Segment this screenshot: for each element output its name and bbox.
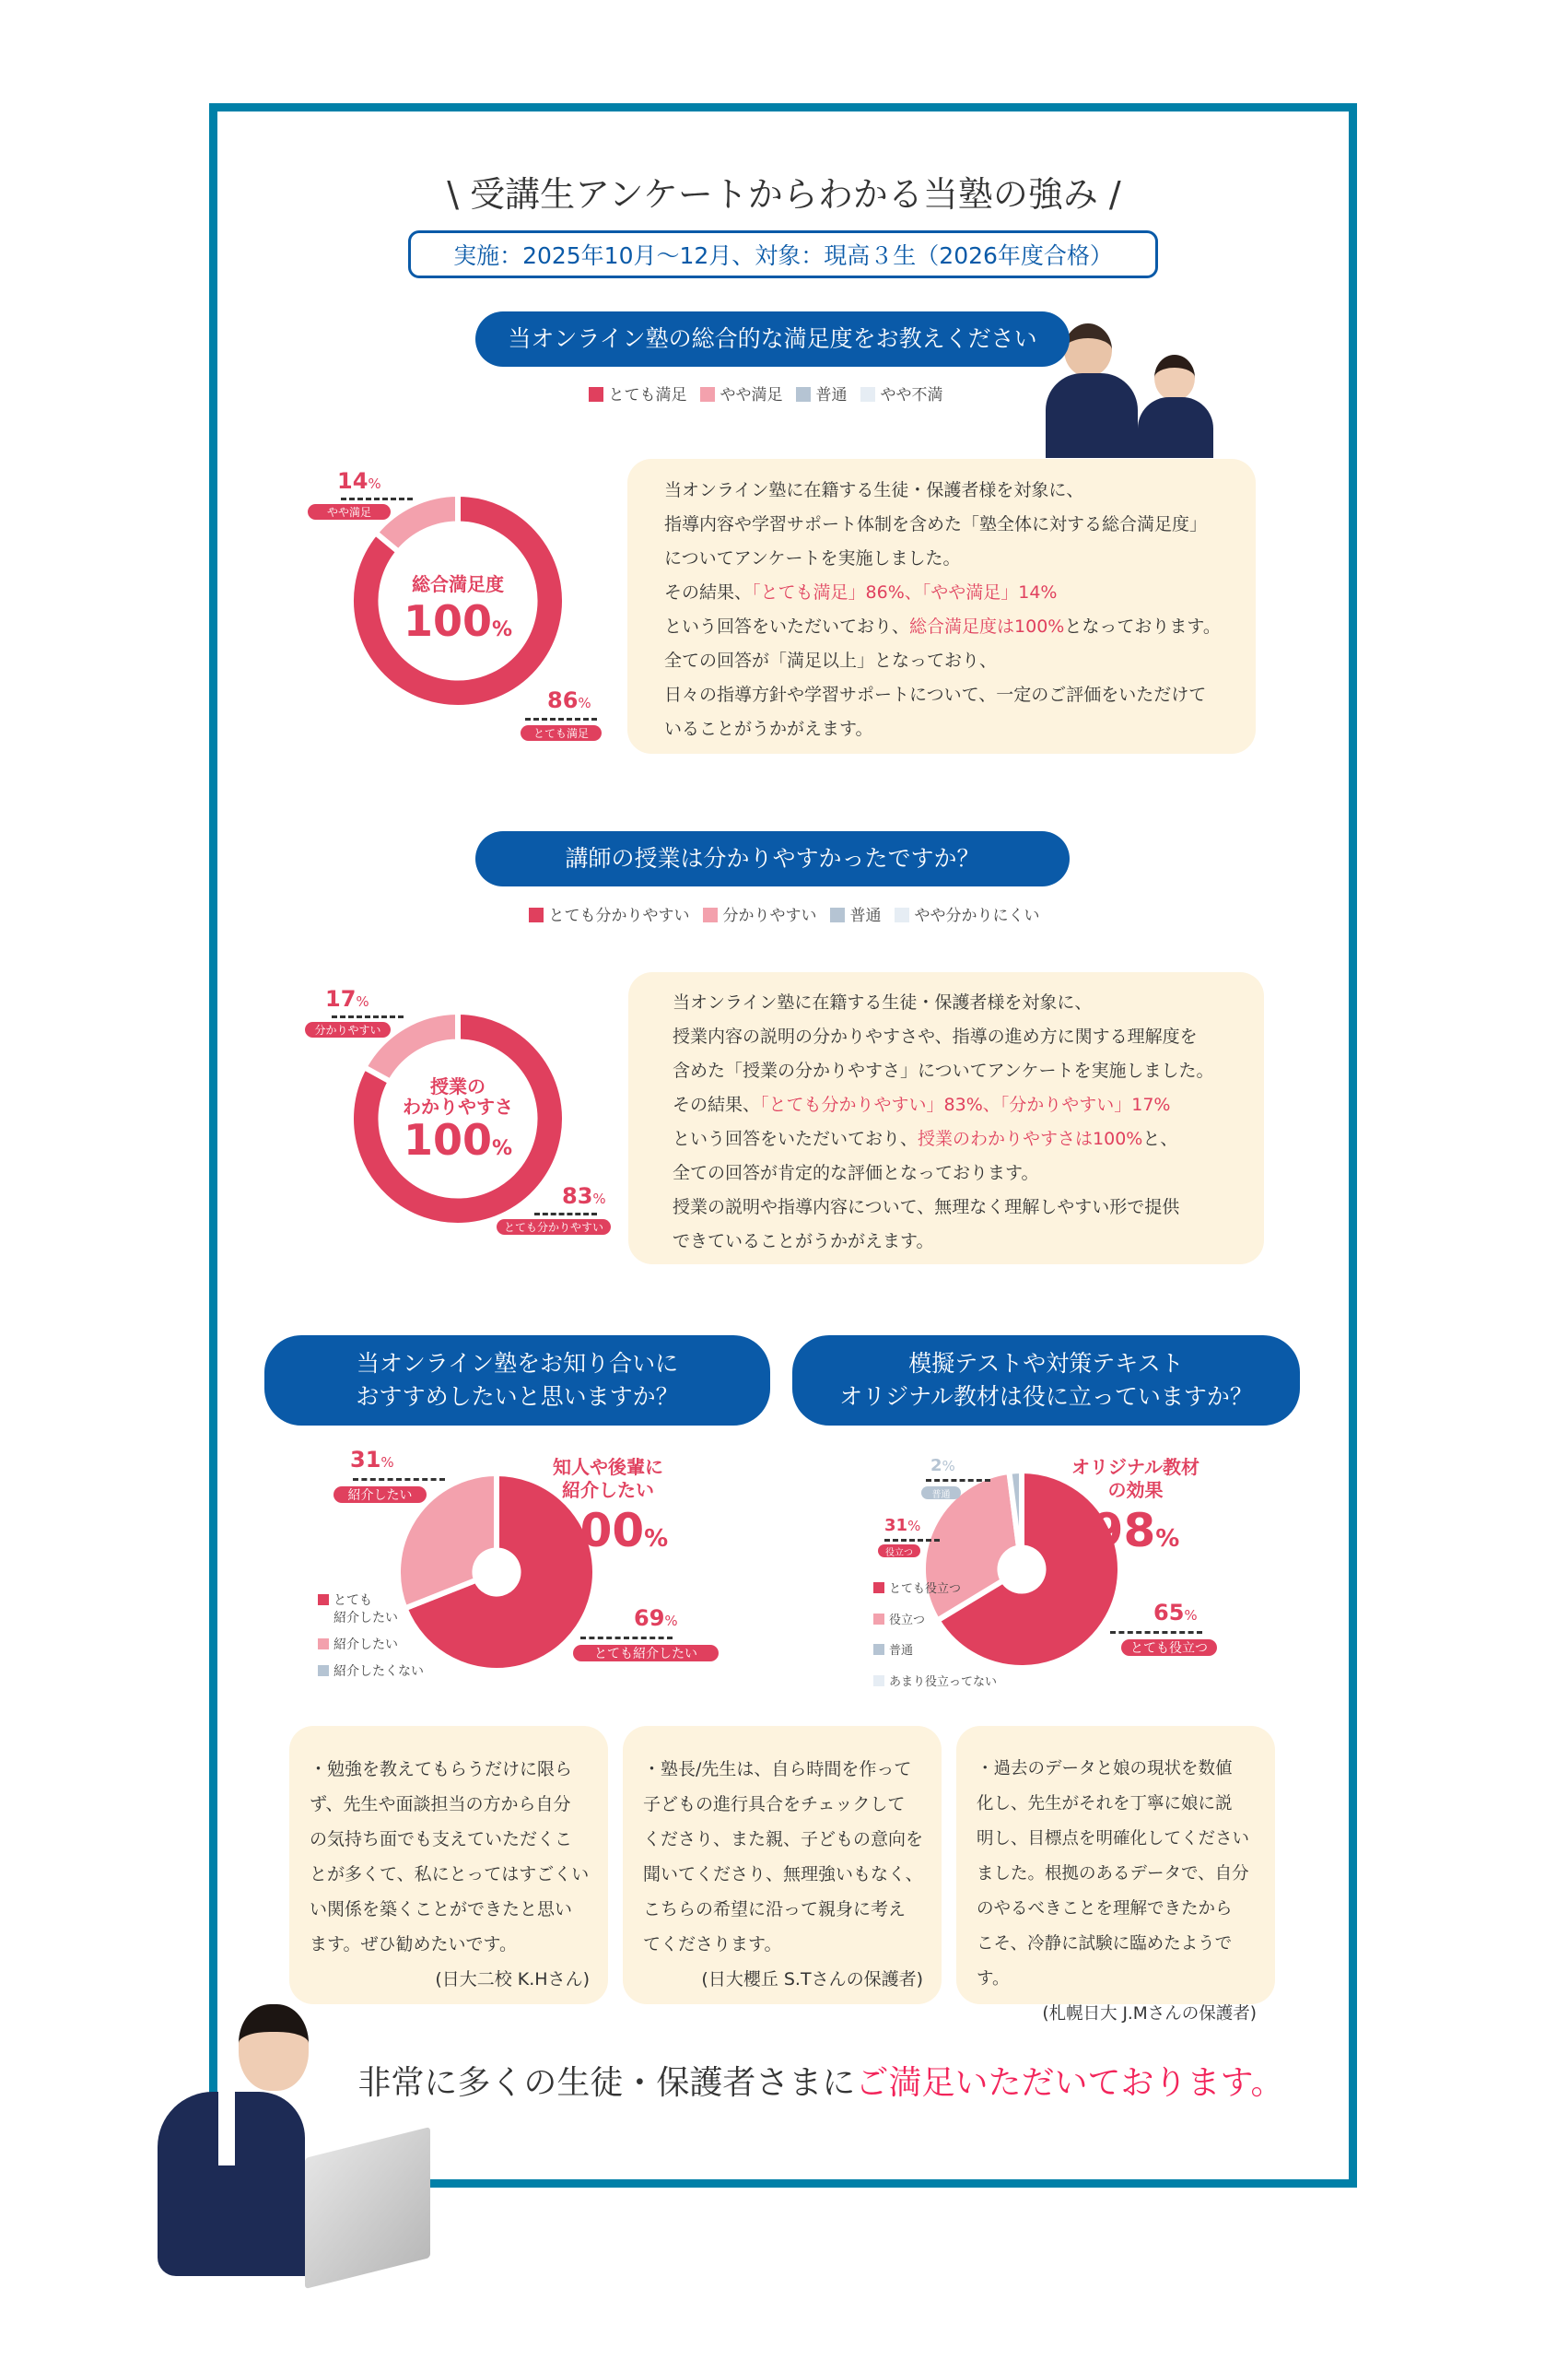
q1-description: 当オンライン塾に在籍する生徒・保護者様を対象に、 指導内容や学習サポート体制を含めた「塾全体に対する総合満足度」 についてアンケートを実施しました。 その結果、「とても満足」86%、「やや満足」14% という回答をいただいており、総合満足度は100%となっております。 全ての回答が「満足以上」となっており、 日々の指導方針や学習サポートについて、一定のご評価をいただけて いることがうかがえます。 [627,459,1256,754]
legend-item: とても分かりやすい [529,902,690,925]
callout-line [926,1479,990,1482]
student-laptop-photo [158,2004,466,2276]
q4-callout-tag: 普通 [921,1486,961,1499]
testimonial-author: (日大櫻丘 S.Tさんの保護者) [701,1969,923,1989]
q1-legend [0,381,1568,405]
q4-legend [873,1581,997,1699]
q2-center-label: 授業の わかりやすさ 100% [403,1075,513,1165]
legend-item: とても満足 [589,381,687,405]
q1-center-label: 総合満足度 100% [403,573,513,646]
q3-legend [318,1592,424,1690]
q2-legend [0,902,1568,925]
callout-line [580,1637,673,1639]
q4-callout-pct: 65% [1153,1600,1198,1625]
q1-callout-pct: 86% [547,687,591,713]
callout-line [353,1478,445,1481]
q3-callout-pct: 31% [350,1447,394,1473]
legend-item: 普通 [830,902,882,925]
q1-callout-tag: とても満足 [521,725,602,741]
q1-callout-tag: やや満足 [308,504,391,520]
q4-question: 模擬テストや対策テキスト オリジナル教材は役に立っていますか？ [792,1335,1300,1426]
slice-やや満足 [376,494,458,552]
legend-item: 分かりやすい [703,902,817,925]
q4-callout-tag: 役立つ [878,1544,920,1557]
legend-item: とても役立つ [873,1581,997,1598]
legend-item: 普通 [796,381,848,405]
page-title: \ 受講生アンケートからわかる当塾の強み / [447,174,1121,215]
testimonial-card: ・過去のデータと娘の現状を数値 化し、先生がそれを丁寧に娘に説 明し、目標点を明確化してください ました。根拠のあるデータで、自分 のやるべきことを理解できたから こそ、冷静に試験に臨めたようです。 (札幌日大 J.Mさんの保護者) [956,1726,1275,2004]
callout-line [525,718,597,721]
callout-line [534,1213,597,1215]
legend-item: 紹介したくない [318,1663,424,1681]
q1-question: 当オンライン塾の総合的な満足度をお教えください [475,311,1070,367]
q2-callout-pct: 83% [562,1183,606,1209]
legend-item: やや不満 [860,381,943,405]
q4-callout-pct: 31% [884,1516,921,1535]
legend-item: 普通 [873,1643,997,1660]
callout-line [1110,1631,1202,1634]
legend-item: あまり役立ってない [873,1674,997,1691]
callout-line [332,1015,404,1018]
q4-center-label: オリジナル教材 の効果 98% [1071,1456,1199,1557]
q3-callout-tag: 紹介したい [333,1486,427,1503]
q2-callout-tag: とても分かりやすい [497,1219,611,1235]
testimonial-card: ・勉強を教えてもらうだけに限ら ず、先生や面談担当の方から自分 の気持ち面でも支えていただくこ とが多くて、私にとってはすごくい い関係を築くことができたと思い ます。ぜひ勧めたいです。 (日大二校 K.Hさん) [289,1726,608,2004]
legend-item: 役立つ [873,1613,997,1629]
testimonial-author: (札幌日大 J.Mさんの保護者) [1042,2004,1257,2024]
legend-item: 紹介したい [318,1637,424,1654]
q1-callout-pct: 14% [337,468,381,494]
q2-callout-tag: 分かりやすい [305,1022,391,1038]
legend-item: やや満足 [700,381,783,405]
q2-description: 当オンライン塾に在籍する生徒・保護者様を対象に、 授業内容の説明の分かりやすさや、指導の進め方に関する理解度を 含めた「授業の分かりやすさ」についてアンケートを実施しました。 その結果、「とても分かりやすい」83%、「分かりやすい」17% という回答をいただいており、授業のわかりやすさは100%と、 全ての回答が肯定的な評価となっております。 授業の説明や指導内容について、無理なく理解しやすい形で提供 できていることがうかがえます。 [628,972,1264,1264]
q3-question: 当オンライン塾をお知り合いに おすすめしたいと思いますか？ [264,1335,770,1426]
closing-message: 非常に多くの生徒・保護者さまにご満足いただいております。 [357,2064,1284,2102]
q2-question: 講師の授業は分かりやすかったですか？ [475,831,1070,886]
callout-line [341,498,413,500]
q3-callout-tag: とても紹介したい [573,1645,719,1661]
q2-callout-pct: 17% [325,986,369,1012]
legend-item: とても 紹介したい [318,1592,424,1627]
q4-callout-tag: とても役立つ [1121,1639,1217,1656]
survey-period: 実施：2025年10月～12月、対象：現高３生（2026年度合格） [408,230,1158,278]
legend-item: やや分かりにくい [895,902,1040,925]
q4-callout-pct: 2% [930,1456,955,1475]
q3-center-label: 知人や後輩に 紹介したい 100% [547,1456,669,1557]
callout-line [884,1539,940,1542]
q3-callout-pct: 69% [634,1605,678,1631]
testimonial-author: (日大二校 K.Hさん) [435,1969,590,1989]
testimonial-card: ・塾長/先生は、自ら時間を作って 子どもの進行具合をチェックして くださり、また親、子どもの意向を 聞いてくださり、無理強いもなく、 こちらの希望に沿って親身に考え てくださります。 (日大櫻丘 S.Tさんの保護者) [623,1726,942,2004]
